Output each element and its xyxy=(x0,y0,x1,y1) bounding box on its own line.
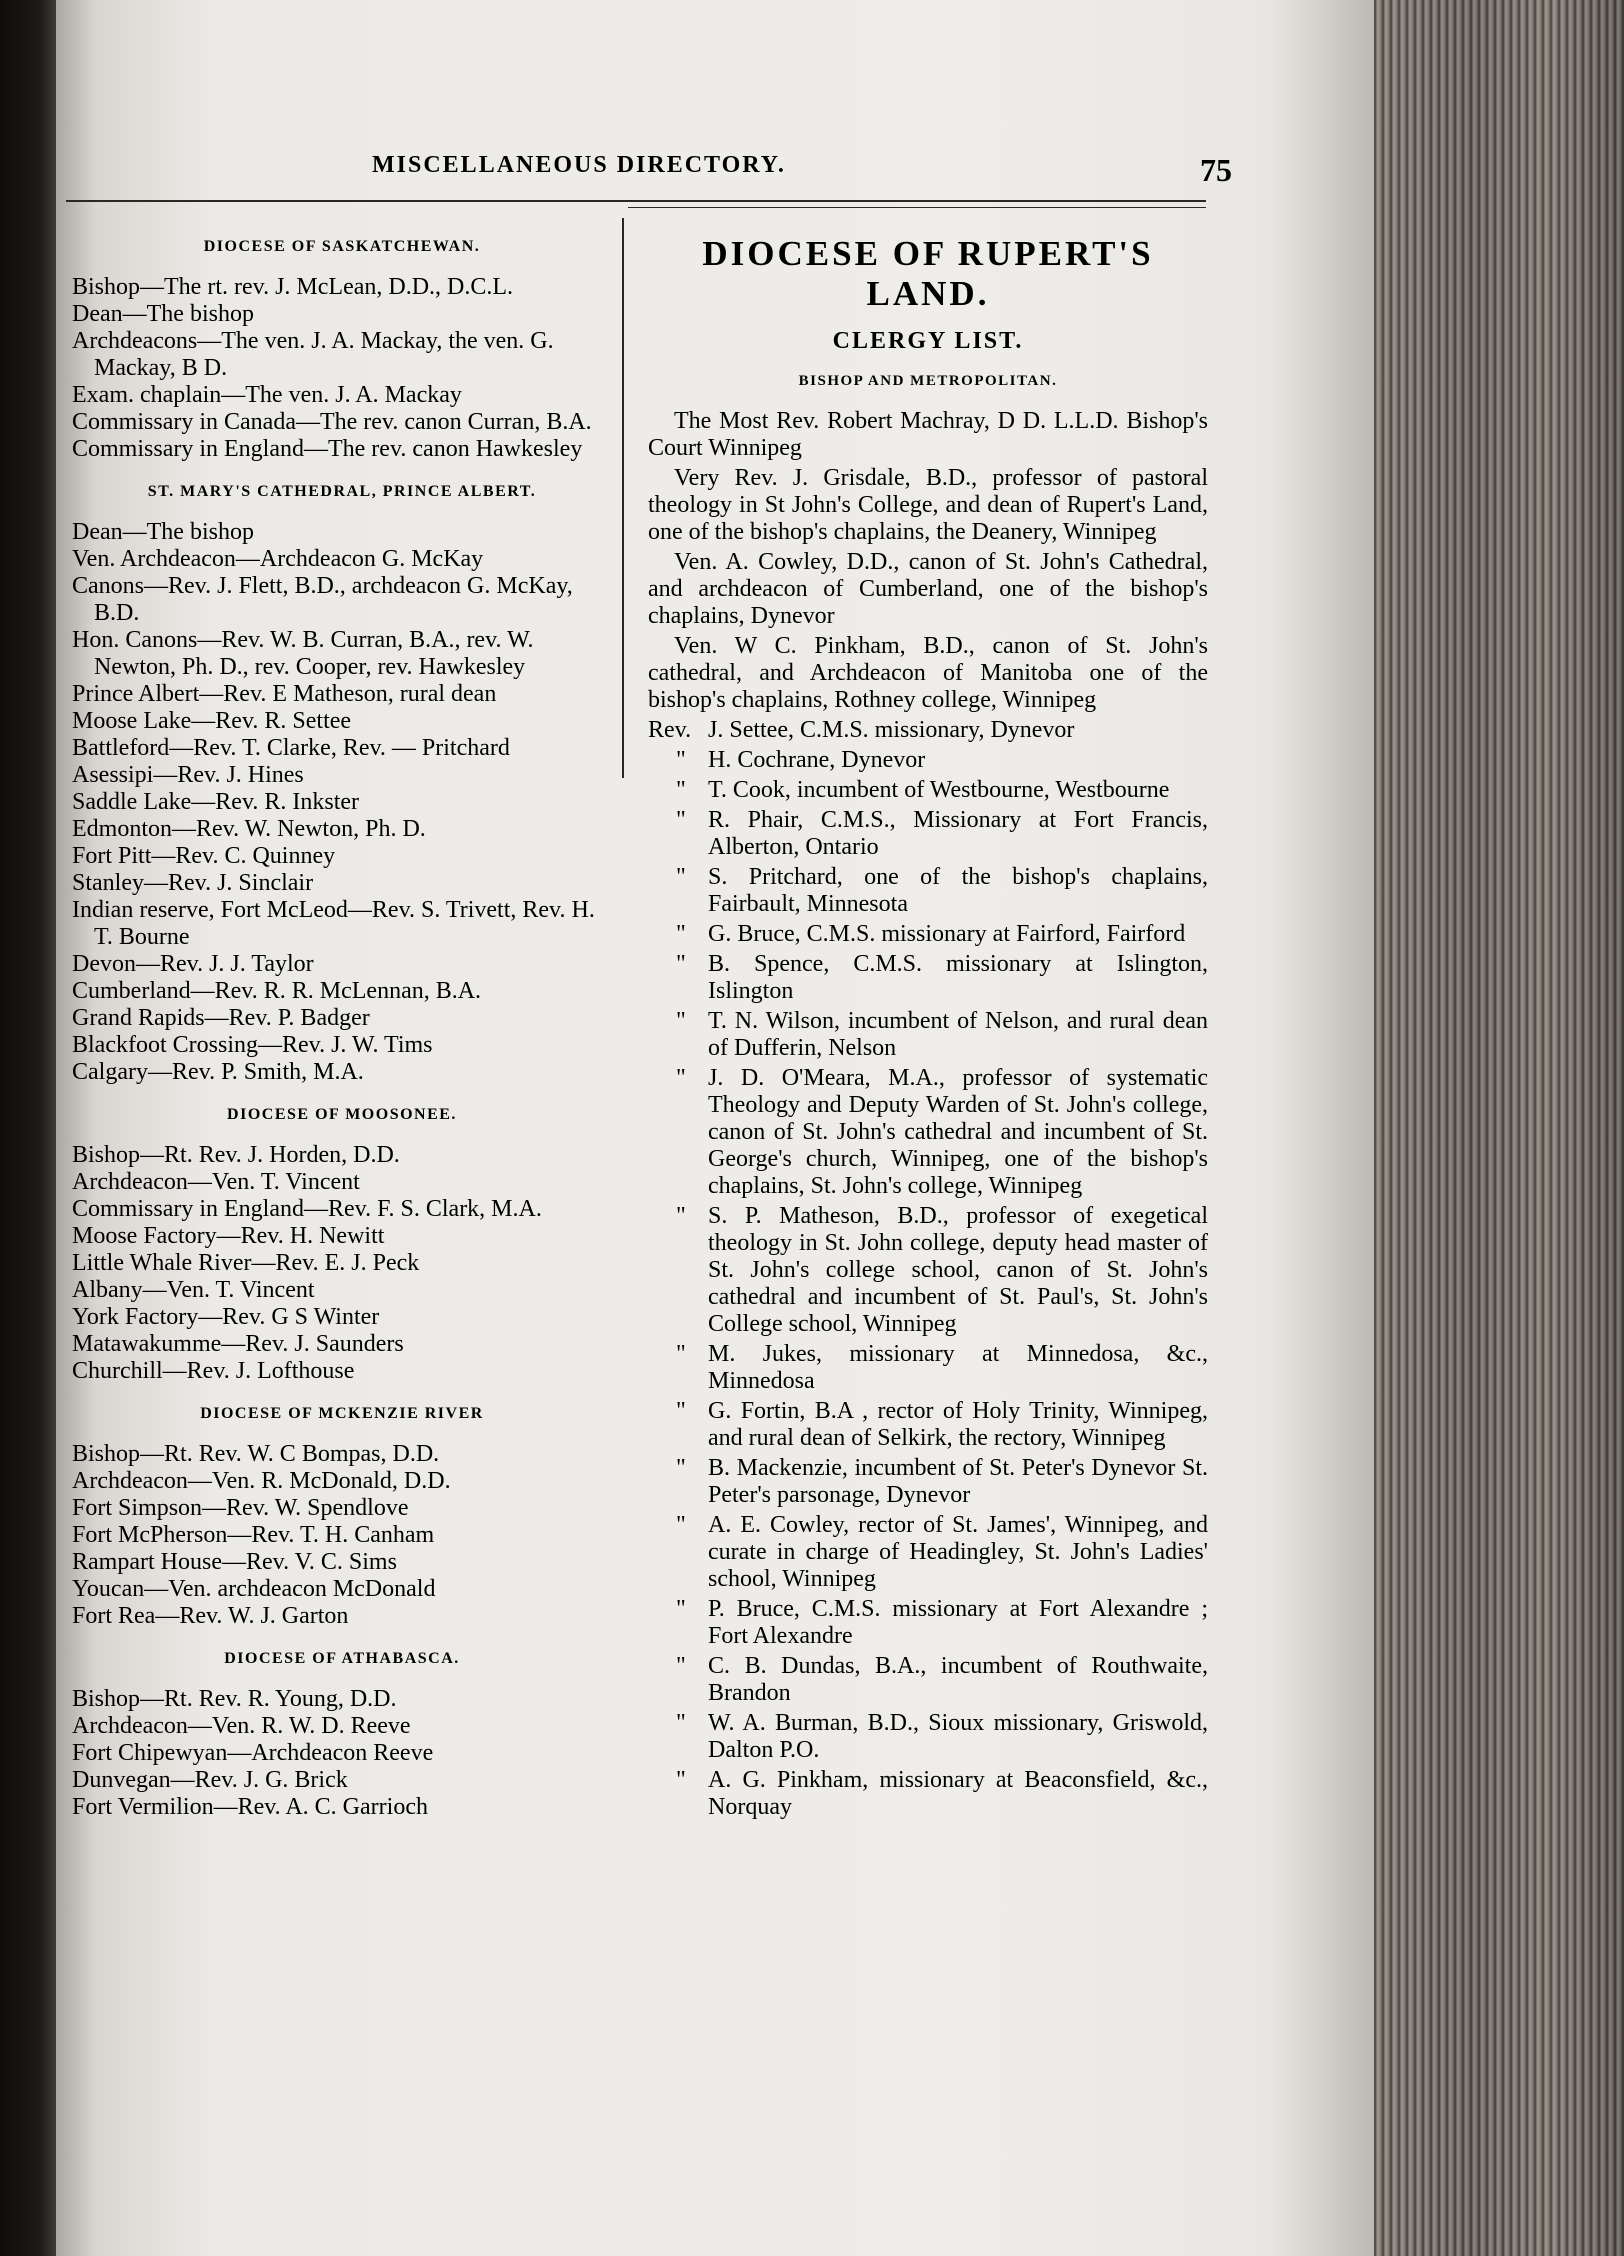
directory-entry: Commissary in England—Rev. F. S. Clark, M.A. xyxy=(72,1196,542,1222)
directory-entry: Little Whale River—Rev. E. J. Peck xyxy=(72,1250,420,1276)
section-heading: DIOCESE OF ATHABASCA. xyxy=(224,1650,460,1667)
clergy-entry-text: G. Fortin, B.A , rector of Holy Trinity, Winnipeg, and rural dean of Selkirk, the rectory, Winnipeg xyxy=(708,1398,1208,1451)
clergy-entry-text: S. P. Matheson, B.D., professor of exegetical theology in St. John college, deputy head master of St. John's college school, canon of St. John's cathedral and incumbent of St. Paul's, St. John's College school, Winnipeg xyxy=(708,1203,1208,1337)
clergy-list-title: CLERGY LIST. xyxy=(832,328,1024,354)
clergy-entry-text: T. N. Wilson, incumbent of Nelson, and rural dean of Dufferin, Nelson xyxy=(708,1008,1208,1061)
clergy-entry xyxy=(648,777,1208,804)
diocese-title: DIOCESE OF RUPERT'S LAND. xyxy=(702,234,1154,313)
directory-entry: Bishop—Rt. Rev. J. Horden, D.D. xyxy=(72,1142,400,1168)
directory-entry: Rampart House—Rev. V. C. Sims xyxy=(72,1549,397,1575)
ditto-mark: " xyxy=(676,1398,686,1424)
column-divider xyxy=(622,218,624,778)
header-rule-thin xyxy=(628,207,1206,208)
clergy-entry xyxy=(648,951,1208,1005)
directory-entry: Hon. Canons—Rev. W. B. Curran, B.A., rev. W. Newton, Ph. D., rev. Cooper, rev. Hawkesley xyxy=(72,627,534,680)
section-heading: DIOCESE OF MOOSONEE. xyxy=(227,1106,457,1123)
clergy-entry-text: P. Bruce, C.M.S. missionary at Fort Alexandre ; Fort Alexandre xyxy=(708,1596,1208,1649)
clergy-entry-text: G. Bruce, C.M.S. missionary at Fairford, Fairford xyxy=(708,921,1186,947)
ditto-mark: " xyxy=(676,807,686,833)
ditto-mark: " xyxy=(676,1512,686,1538)
ditto-mark: " xyxy=(676,1767,686,1793)
ditto-mark: " xyxy=(676,1203,686,1229)
right-column xyxy=(648,228,1208,1824)
directory-entry: Fort Simpson—Rev. W. Spendlove xyxy=(72,1495,409,1521)
directory-entry: Fort McPherson—Rev. T. H. Canham xyxy=(72,1522,435,1548)
section-heading: DIOCESE OF MCKENZIE RIVER xyxy=(200,1405,484,1422)
directory-entry: Prince Albert—Rev. E Matheson, rural dean xyxy=(72,681,497,707)
clergy-entry-text: A. G. Pinkham, missionary at Beaconsfield, &c., Norquay xyxy=(708,1767,1208,1820)
clergy-entry-text: J. Settee, C.M.S. missionary, Dynevor xyxy=(708,717,1075,743)
directory-entry: Edmonton—Rev. W. Newton, Ph. D. xyxy=(72,816,426,842)
clergy-entry xyxy=(648,807,1208,861)
ditto-mark: " xyxy=(676,747,686,773)
clergy-entry-text: B. Mackenzie, incumbent of St. Peter's Dynevor St. Peter's parsonage, Dynevor xyxy=(708,1455,1208,1508)
clergy-entry-text: B. Spence, C.M.S. missionary at Islington, Islington xyxy=(708,951,1208,1004)
clergy-entry xyxy=(648,747,1208,774)
ditto-mark: " xyxy=(676,951,686,977)
directory-entry: Exam. chaplain—The ven. J. A. Mackay xyxy=(72,382,462,408)
directory-entry: Fort Vermilion—Rev. A. C. Garrioch xyxy=(72,1794,428,1820)
bishop-heading: BISHOP AND METROPOLITAN. xyxy=(798,373,1058,389)
directory-entry: Dean—The bishop xyxy=(72,519,254,545)
clergy-entry xyxy=(648,1341,1208,1395)
section-saskatchewan xyxy=(72,238,612,463)
rev-mark: Rev. xyxy=(648,717,692,743)
clergy-entry-text: T. Cook, incumbent of Westbourne, Westbourne xyxy=(708,777,1170,803)
clergy-paragraph: Ven. W C. Pinkham, B.D., canon of St. John's cathedral, and Archdeacon of Manitoba one of the bishop's chaplains, Rothney college, Winnipeg xyxy=(648,633,1208,713)
directory-entry: Matawakumme—Rev. J. Saunders xyxy=(72,1331,404,1357)
clergy-entry-text: C. B. Dundas, B.A., incumbent of Routhwaite, Brandon xyxy=(708,1653,1208,1706)
clergy-entry xyxy=(648,1596,1208,1650)
directory-entry: Bishop—The rt. rev. J. McLean, D.D., D.C.L. xyxy=(72,274,514,300)
clergy-entry-text: S. Pritchard, one of the bishop's chaplains, Fairbault, Minnesota xyxy=(708,864,1208,917)
section-athabasca xyxy=(72,1650,612,1821)
directory-entry: Archdeacon—Ven. R. W. D. Reeve xyxy=(72,1713,411,1739)
directory-entry: Commissary in Canada—The rev. canon Curran, B.A. xyxy=(72,409,592,435)
directory-entry: Stanley—Rev. J. Sinclair xyxy=(72,870,314,896)
ditto-mark: " xyxy=(676,1710,686,1736)
section-heading: DIOCESE OF SASKATCHEWAN. xyxy=(203,238,481,255)
clergy-entry-text: M. Jukes, missionary at Minnedosa, &c., Minnedosa xyxy=(708,1341,1208,1394)
directory-entry: Moose Factory—Rev. H. Newitt xyxy=(72,1223,385,1249)
directory-entry: Archdeacon—Ven. R. McDonald, D.D. xyxy=(72,1468,451,1494)
ditto-mark: " xyxy=(676,1008,686,1034)
clergy-entry xyxy=(648,1512,1208,1593)
directory-entry: Battleford—Rev. T. Clarke, Rev. — Pritchard xyxy=(72,735,510,761)
section-mckenzie-river xyxy=(72,1405,612,1630)
page-number: 75 xyxy=(1200,152,1232,188)
ditto-mark: " xyxy=(676,1653,686,1679)
directory-entry: Albany—Ven. T. Vincent xyxy=(72,1277,315,1303)
directory-entry: Fort Rea—Rev. W. J. Garton xyxy=(72,1603,349,1629)
running-title: MISCELLANEOUS DIRECTORY. xyxy=(372,152,786,178)
directory-entry: Archdeacons—The ven. J. A. Mackay, the ven. G. Mackay, B D. xyxy=(72,328,554,381)
directory-entry: Bishop—Rt. Rev. W. C Bompas, D.D. xyxy=(72,1441,440,1467)
directory-entry: Dunvegan—Rev. J. G. Brick xyxy=(72,1767,348,1793)
ditto-mark: " xyxy=(676,1455,686,1481)
directory-entry: Indian reserve, Fort McLeod—Rev. S. Trivett, Rev. H. T. Bourne xyxy=(72,897,595,950)
ditto-mark: " xyxy=(676,1341,686,1367)
clergy-entry-text: R. Phair, C.M.S., Missionary at Fort Francis, Alberton, Ontario xyxy=(708,807,1208,860)
directory-entry: Commissary in England—The rev. canon Hawkesley xyxy=(72,436,583,462)
directory-entry: Dean—The bishop xyxy=(72,301,254,327)
directory-entry: Archdeacon—Ven. T. Vincent xyxy=(72,1169,360,1195)
clergy-entry xyxy=(648,1767,1208,1821)
ditto-mark: " xyxy=(676,1065,686,1091)
clergy-entry xyxy=(648,1710,1208,1764)
directory-entry: Grand Rapids—Rev. P. Badger xyxy=(72,1005,370,1031)
directory-entry: Calgary—Rev. P. Smith, M.A. xyxy=(72,1059,364,1085)
section-moosonee xyxy=(72,1106,612,1385)
clergy-entry-text: H. Cochrane, Dynevor xyxy=(708,747,926,773)
directory-entry: Devon—Rev. J. J. Taylor xyxy=(72,951,314,977)
clergy-entry xyxy=(648,1398,1208,1452)
directory-entry: Asessipi—Rev. J. Hines xyxy=(72,762,304,788)
clergy-entry xyxy=(648,864,1208,918)
directory-entry: Canons—Rev. J. Flett, B.D., archdeacon G. McKay, B.D. xyxy=(72,573,573,626)
section-st-marys-cathedral xyxy=(72,483,612,1086)
ditto-mark: " xyxy=(676,921,686,947)
section-heading: ST. MARY'S CATHEDRAL, PRINCE ALBERT. xyxy=(147,483,537,500)
clergy-paragraph: Very Rev. J. Grisdale, B.D., professor of pastoral theology in St John's College, and dean of Rupert's Land, one of the bishop's chaplains, the Deanery, Winnipeg xyxy=(648,465,1208,545)
directory-entry: Ven. Archdeacon—Archdeacon G. McKay xyxy=(72,546,484,572)
ditto-mark: " xyxy=(676,1596,686,1622)
clergy-entry xyxy=(648,1203,1208,1338)
clergy-entry xyxy=(648,1455,1208,1509)
clergy-entry-text: A. E. Cowley, rector of St. James', Winnipeg, and curate in charge of Headingley, St. John's Ladies' school, Winnipeg xyxy=(708,1512,1208,1592)
clergy-entry xyxy=(648,1065,1208,1200)
clergy-entry xyxy=(648,1008,1208,1062)
clergy-paragraph: Ven. A. Cowley, D.D., canon of St. John's Cathedral, and archdeacon of Cumberland, one of the bishop's chaplains, Dynevor xyxy=(648,549,1208,629)
clergy-entry-text: J. D. O'Meara, M.A., professor of systematic Theology and Deputy Warden of St. John's college, canon of St. John's cathedral and incumbent of St. George's church, Winnipeg, one of the bishop's chaplains, St. John's college, Winnipeg xyxy=(708,1065,1208,1199)
clergy-paragraph: The Most Rev. Robert Machray, D D. L.L.D. Bishop's Court Winnipeg xyxy=(648,408,1208,461)
clergy-entry xyxy=(648,1653,1208,1707)
directory-entry: Saddle Lake—Rev. R. Inkster xyxy=(72,789,360,815)
directory-entry: Cumberland—Rev. R. R. McLennan, B.A. xyxy=(72,978,482,1004)
clergy-entry-text: W. A. Burman, B.D., Sioux missionary, Griswold, Dalton P.O. xyxy=(708,1710,1208,1763)
ditto-mark: " xyxy=(676,777,686,803)
directory-entry: Churchill—Rev. J. Lofthouse xyxy=(72,1358,355,1384)
clergy-entry xyxy=(648,717,1208,744)
left-column xyxy=(72,228,612,1841)
directory-entry: Fort Chipewyan—Archdeacon Reeve xyxy=(72,1740,434,1766)
page-stack-edges xyxy=(1374,0,1624,2256)
directory-entry: Blackfoot Crossing—Rev. J. W. Tims xyxy=(72,1032,433,1058)
ditto-mark: " xyxy=(676,864,686,890)
directory-entry: York Factory—Rev. G S Winter xyxy=(72,1304,380,1330)
clergy-entry xyxy=(648,921,1208,948)
directory-entry: Moose Lake—Rev. R. Settee xyxy=(72,708,352,734)
directory-entry: Youcan—Ven. archdeacon McDonald xyxy=(72,1576,436,1602)
directory-entry: Bishop—Rt. Rev. R. Young, D.D. xyxy=(72,1686,397,1712)
directory-entry: Fort Pitt—Rev. C. Quinney xyxy=(72,843,336,869)
header-rule xyxy=(66,200,1206,202)
